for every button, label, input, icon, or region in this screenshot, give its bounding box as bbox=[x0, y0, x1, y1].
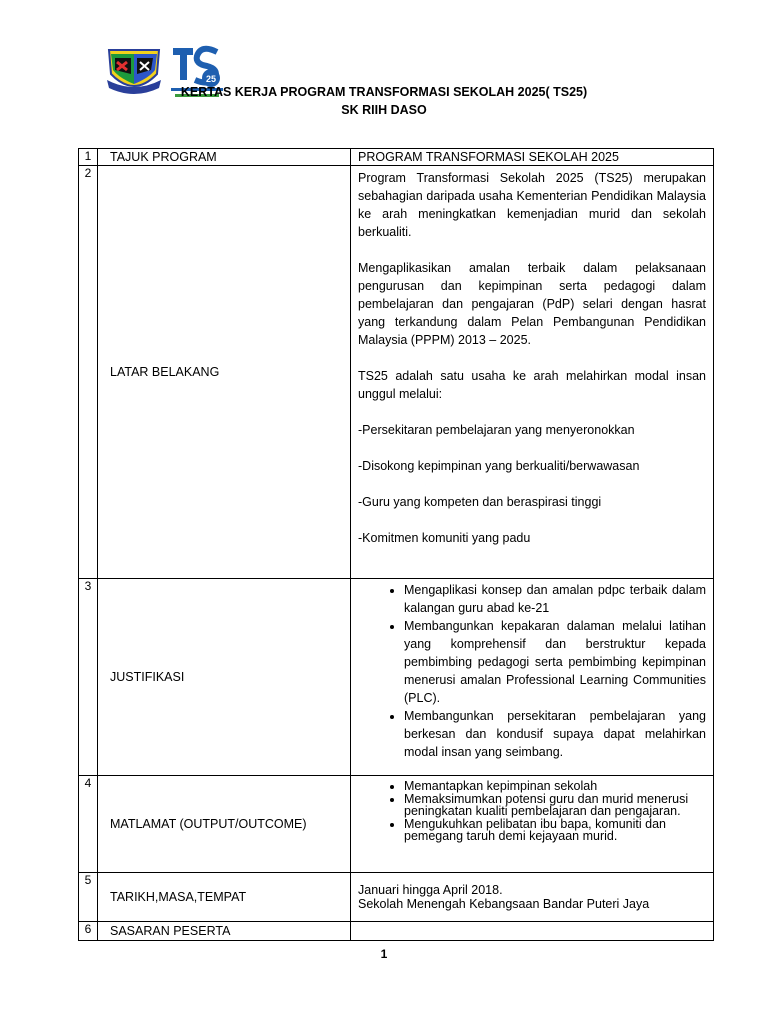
table-row bbox=[79, 166, 714, 579]
date-line: Januari hingga April 2018. bbox=[358, 883, 503, 897]
row-label: TARIKH,MASA,TEMPAT bbox=[98, 873, 351, 922]
list-item: • Mengaplikasi konsep dan amalan pdpc terbaik dalam kalangan guru abad ke-21 bbox=[404, 581, 706, 617]
bullet-list bbox=[358, 780, 706, 842]
row-label: TAJUK PROGRAM bbox=[98, 149, 351, 166]
table-row bbox=[79, 776, 714, 873]
row-content bbox=[351, 166, 714, 579]
list-item: • Membangunkan persekitaran pembelajaran yang berkesan dan kondusif supaya dapat melahirkan modal insan yang seimbang. bbox=[404, 707, 706, 761]
row-content bbox=[351, 873, 714, 922]
page-number: 1 bbox=[380, 947, 388, 961]
document-title: KERTAS KERJA PROGRAM TRANSFORMASI SEKOLAH 2025( TS25) bbox=[180, 85, 588, 99]
table-row bbox=[79, 579, 714, 776]
paragraph: Program Transformasi Sekolah 2025 (TS25) merupakan sebahagian daripada usaha Kementerian Pendidikan Malaysia ke arah meningkatkan kemenjadian murid dan sekolah berkualiti. bbox=[358, 171, 706, 239]
row-content bbox=[351, 922, 714, 941]
row-number: 6 bbox=[79, 922, 98, 941]
row-number: 5 bbox=[79, 873, 98, 922]
table-row bbox=[79, 149, 714, 166]
venue-line: Sekolah Menengah Kebangsaan Bandar Puteri Jaya bbox=[358, 897, 650, 911]
bullet-list bbox=[358, 581, 706, 761]
paragraph: Mengaplikasikan amalan terbaik dalam pelaksanaan pengurusan dan kepimpinan serta pedagogi dalam pembelajaran dan pengajaran (PdP) selari dengan hasrat yang terkandung dalam Pelan Pembangunan Pendidikan Malaysia (PPPM) 2013 – 2025. bbox=[358, 261, 706, 347]
document-header bbox=[0, 83, 768, 119]
list-item: • Mengukuhkan pelibatan ibu bapa, komuniti dan pemegang taruh demi kejayaan murid. bbox=[404, 818, 706, 842]
paragraph: -Disokong kepimpinan yang berkualiti/berwawasan bbox=[358, 459, 640, 473]
list-item: • Memantapkan kepimpinan sekolah bbox=[404, 780, 706, 792]
row-content bbox=[351, 579, 714, 776]
svg-text:25: 25 bbox=[205, 74, 217, 84]
row-number: 3 bbox=[79, 579, 98, 776]
list-item: • Memaksimumkan potensi guru dan murid menerusi peningkatan kualiti pembelajaran dan pengajaran. bbox=[404, 793, 706, 817]
row-number: 4 bbox=[79, 776, 98, 873]
table-row bbox=[79, 922, 714, 941]
table-row bbox=[79, 873, 714, 922]
row-label: SASARAN PESERTA bbox=[98, 922, 351, 941]
row-label: JUSTIFIKASI bbox=[98, 579, 351, 776]
row-content bbox=[351, 776, 714, 873]
row-number: 1 bbox=[79, 149, 98, 166]
row-label: MATLAMAT (OUTPUT/OUTCOME) bbox=[98, 776, 351, 873]
row-label: LATAR BELAKANG bbox=[98, 166, 351, 579]
paragraph: -Guru yang kompeten dan beraspirasi tinggi bbox=[358, 495, 602, 509]
proposal-table bbox=[78, 148, 714, 941]
list-item: • Membangunkan kepakaran dalaman melalui latihan yang komprehensif dan berstruktur kepada pembimbing pedagogi serta pembimbing kepimpinan menerusi amalan Professional Learning Communities (PLC). bbox=[404, 617, 706, 707]
paragraph: -Komitmen komuniti yang padu bbox=[358, 531, 531, 545]
paragraph: -Persekitaran pembelajaran yang menyeronokkan bbox=[358, 423, 635, 437]
school-name: SK RIIH DASO bbox=[341, 103, 427, 117]
row-number: 2 bbox=[79, 166, 98, 579]
paragraph: TS25 adalah satu usaha ke arah melahirkan modal insan unggul melalui: bbox=[358, 369, 706, 401]
row-content: PROGRAM TRANSFORMASI SEKOLAH 2025 bbox=[351, 149, 714, 166]
